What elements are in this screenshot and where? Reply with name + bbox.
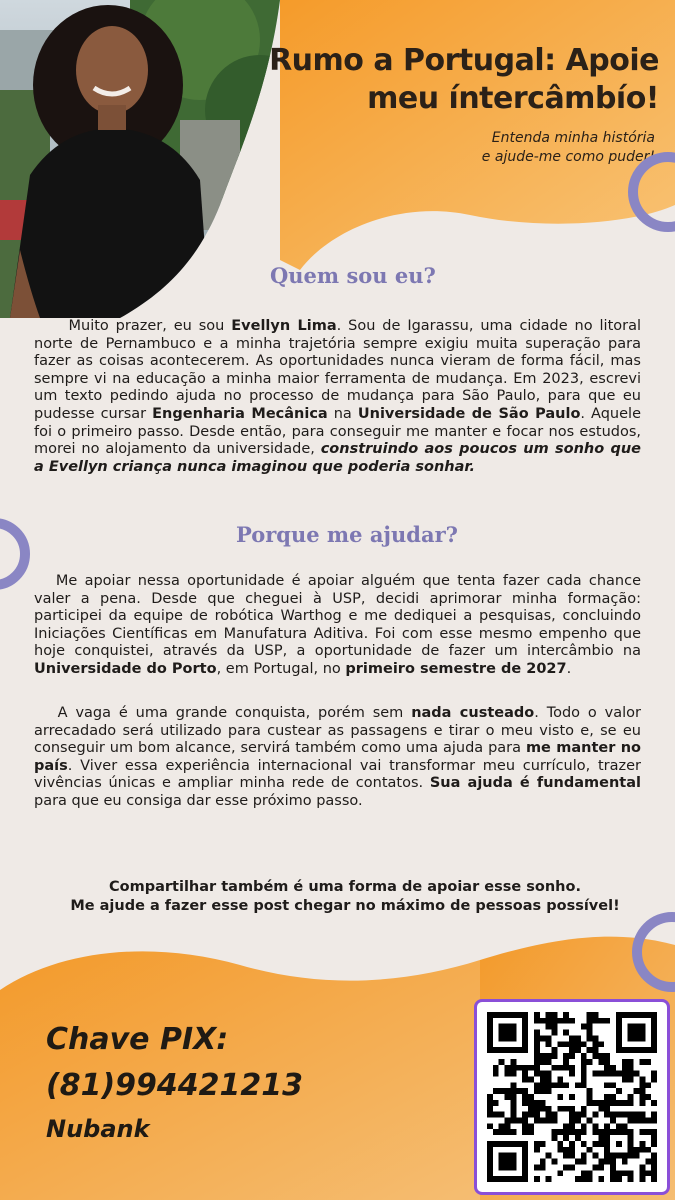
profile-photo [0, 0, 300, 318]
pix-qr-code [474, 999, 670, 1195]
section-heading-who-am-i: Quem sou eu? [270, 263, 436, 288]
why-help-paragraph-1: Me apoiar nessa oportunidade é apoiar alguém que tenta fazer cada chance valer a pena. Desde que cheguei à USP, decidi aprimorar minha formação: participei da equipe de robótica Warthog e me dediquei a pesquisas, concluindo Iniciações Científicas em Manufatura Aditiva. Foi com esse mesmo empenho que hoje conquistei, através da USP, a oportunidade de fazer um intercâmbio na Universidade do Porto, em Portugal, no primeiro semestre de 2027. [34, 573, 641, 677]
page-subtitle: Entenda minha história e ajude-me como puder! [481, 130, 655, 165]
section-heading-why-help: Porque me ajudar? [236, 522, 458, 547]
intro-paragraph: Muito prazer, eu sou Evellyn Lima. Sou de Igarassu, uma cidade no litoral norte de Pernambuco e a minha trajetória sempre exigiu muita superação para fazer as coisas acontecerem. As oportunidades nunca vieram de forma fácil, mas sempre vi na educação a minha maior ferramenta de mudança. Em 2023, escrevi um texto pedindo ajuda no processo de mudança para São Paulo, para que eu pudesse cursar Engenharia Mecânica na Universidade de São Paulo. Aquele foi o primeiro passo. Desde então, para conseguir me manter e focar nos estudos, morei no alojamento da universidade, construindo aos poucos um sonho que a Evellyn criança nunca imaginou que poderia sonhar. [34, 318, 642, 475]
why-help-paragraph-2: A vaga é uma grande conquista, porém sem nada custeado. Todo o valor arrecadado será utilizado para custear as passagens e tirar o meu visto e, se eu conseguir um bom alcance, servirá também como uma ajuda para me manter no país. Viver essa experiência internacional vai transformar meu currículo, trazer vivências únicas e ampliar minha rede de contatos. Sua ajuda é fundamental para que eu consiga dar esse próximo passo. [34, 705, 642, 809]
pix-label: Chave PIX: [46, 1022, 229, 1057]
share-call-to-action: Compartilhar também é uma forma de apoiar esse sonho. Me ajude a fazer esse post chegar no máximo de pessoas possível! [70, 879, 620, 914]
pix-bank-name: Nubank [46, 1115, 150, 1143]
page-title: Rumo a Portugal: Apoie meu íntercâmbío! [269, 43, 659, 116]
qr-code-icon [487, 1012, 657, 1182]
pix-key-number: (81)994421213 [46, 1068, 304, 1103]
